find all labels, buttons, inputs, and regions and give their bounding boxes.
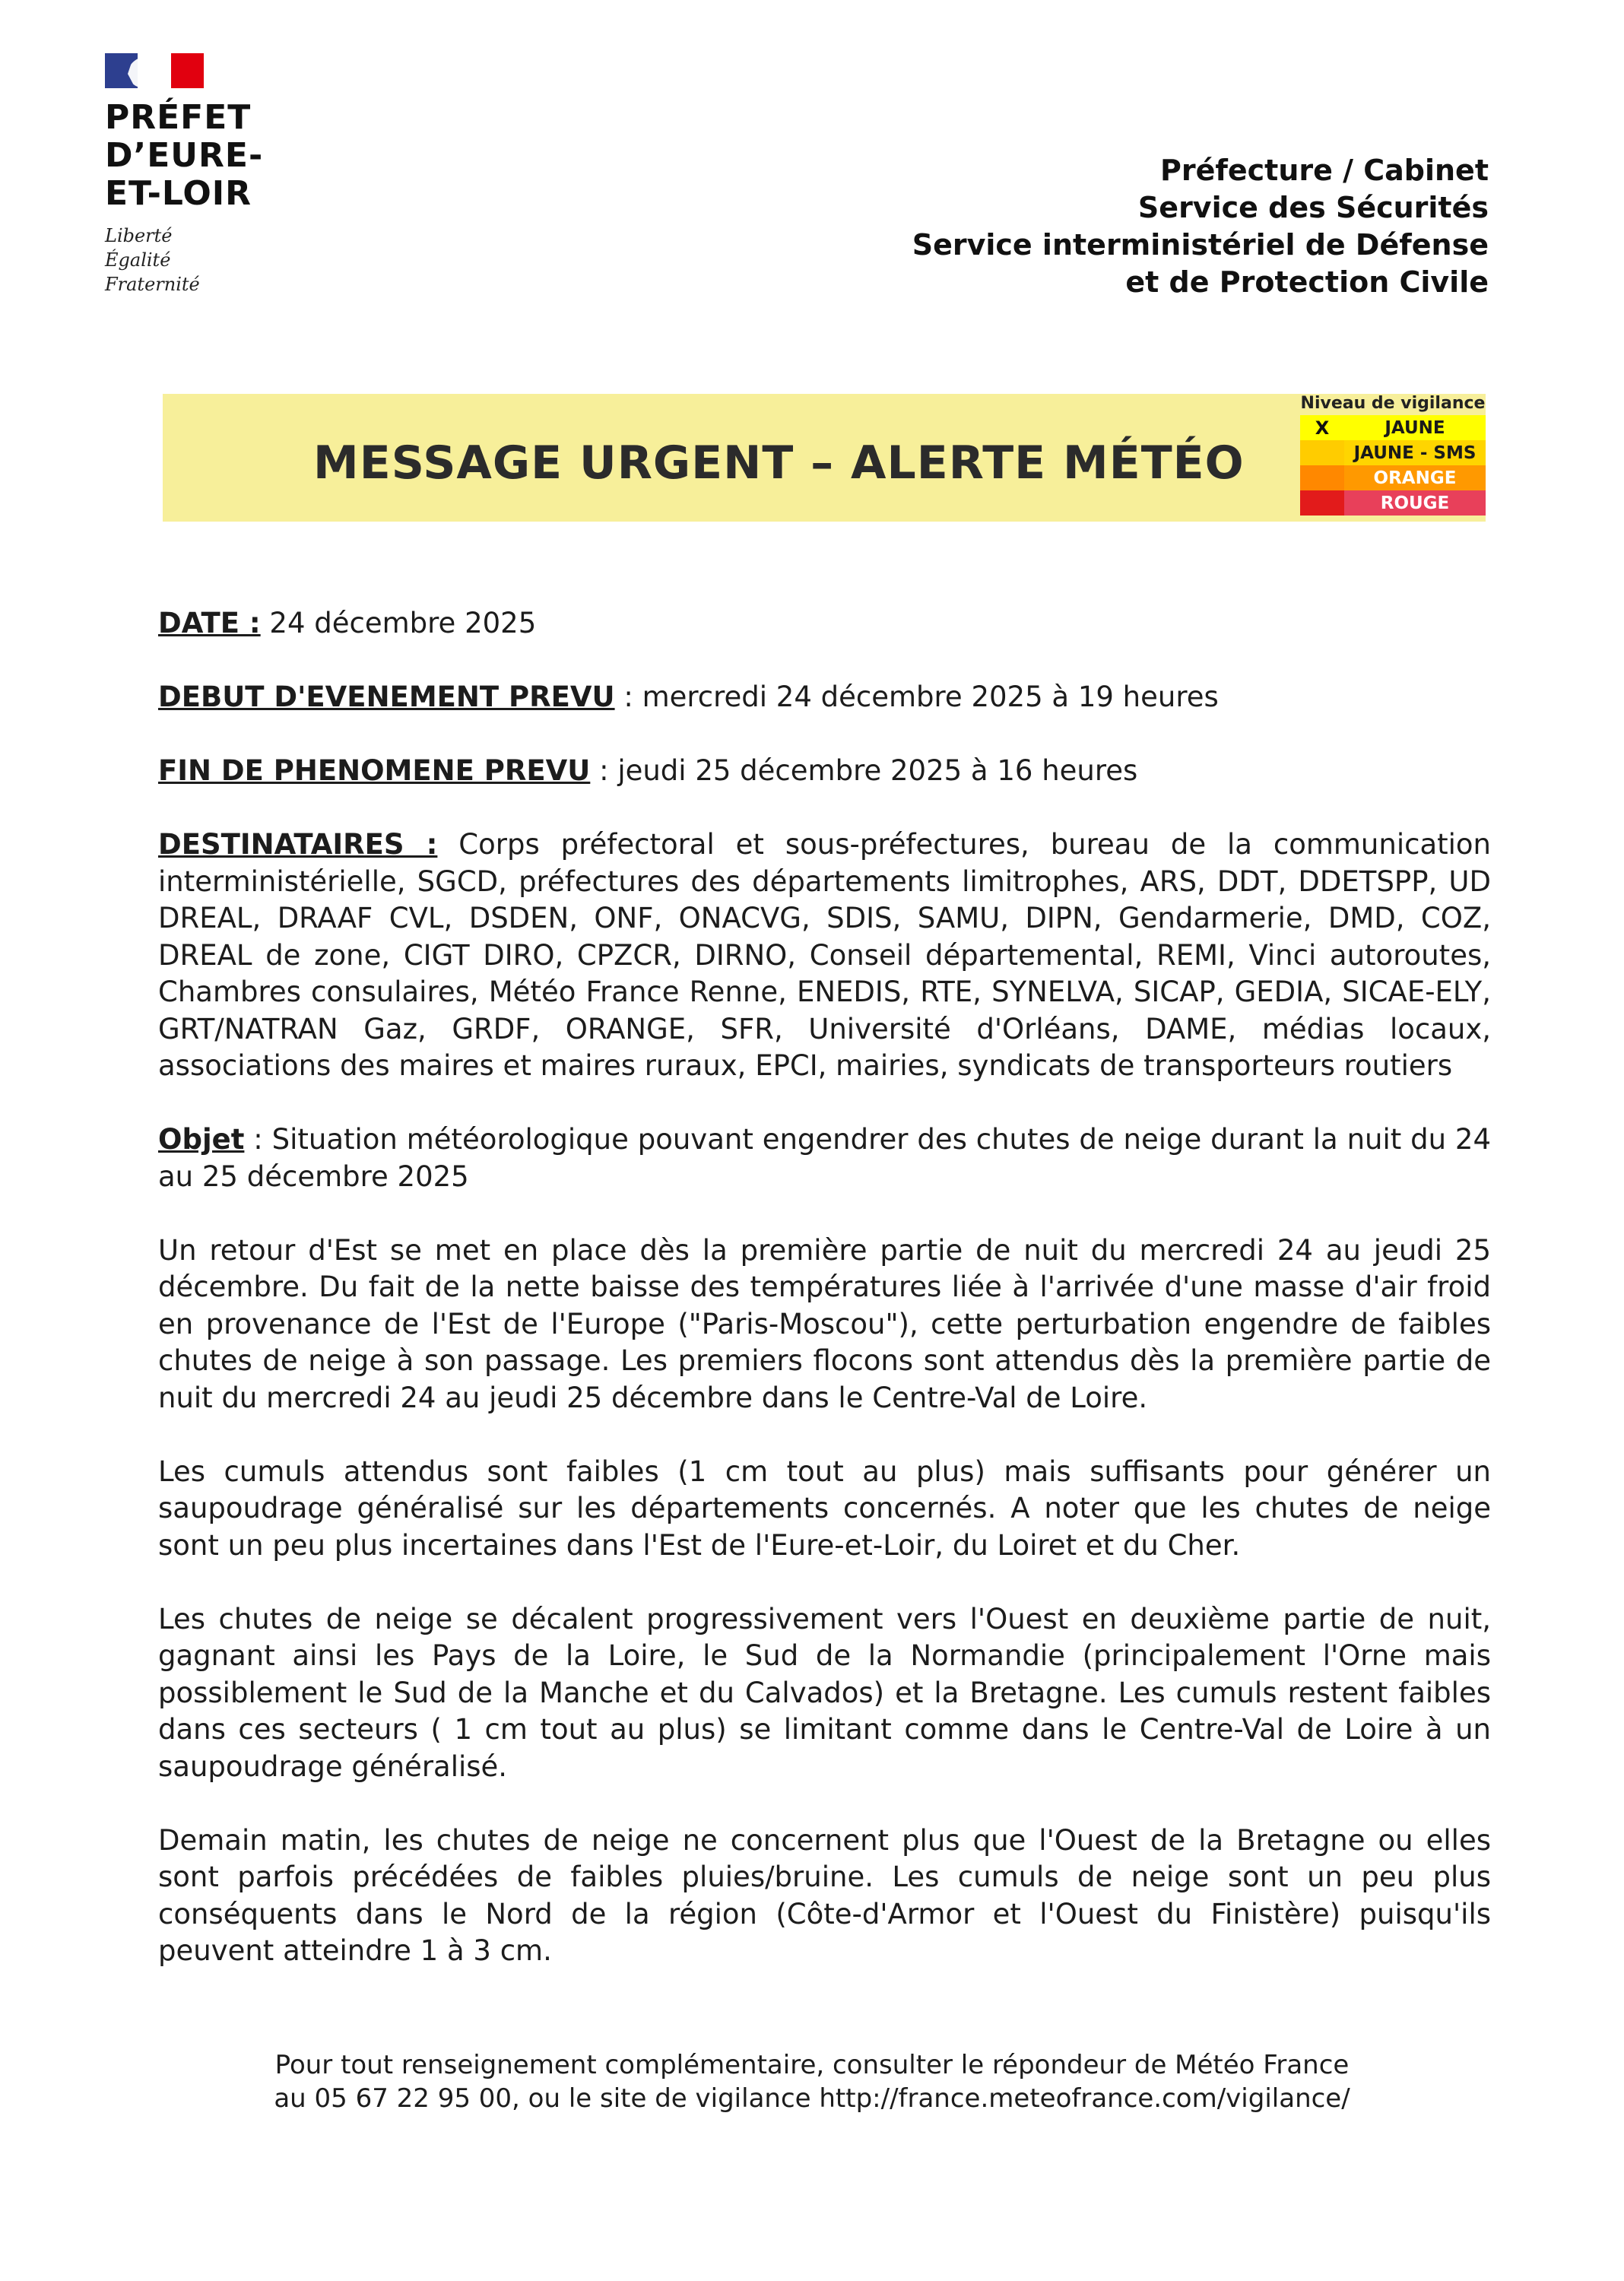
objet-label: Objet	[158, 1123, 245, 1156]
vigilance-label: ROUGE	[1344, 490, 1486, 516]
vigilance-level-table	[1300, 392, 1486, 516]
message-body	[158, 605, 1491, 1970]
prefecture-logo	[105, 53, 333, 297]
footer-line: au 05 67 22 95 00, ou le site de vigilance http://france.meteofrance.com/vigilance/	[274, 2083, 1350, 2114]
vigilance-mark	[1300, 440, 1344, 465]
vigilance-label: JAUNE	[1344, 415, 1486, 440]
fin-line	[158, 753, 1491, 790]
vigilance-row-orange	[1300, 465, 1486, 490]
destinataires-label: DESTINATAIRES :	[158, 828, 438, 861]
fin-label: FIN DE PHENOMENE PREVU	[158, 754, 591, 787]
debut-label: DEBUT D'EVENEMENT PREVU	[158, 680, 615, 713]
debut-value: : mercredi 24 décembre 2025 à 19 heures	[614, 680, 1219, 713]
vigilance-label: ORANGE	[1344, 465, 1486, 490]
date-line	[158, 605, 1491, 642]
vigilance-row-jaune	[1300, 415, 1486, 440]
objet-value: : Situation météorologique pouvant engendrer des chutes de neige durant la nuit du 24 au 25 décembre 2025	[158, 1123, 1491, 1193]
vigilance-mark	[1300, 490, 1344, 516]
footer-info	[0, 2048, 1624, 2115]
destinataires-paragraph	[158, 826, 1491, 1085]
body-paragraph: Un retour d'Est se met en place dès la première partie de nuit du mercredi 24 au jeudi 25 décembre. Du fait de la nette baisse des températures liée à l'arrivée d'une masse d'air froid en provenance de l'Est de l'Europe ("Paris-Moscou"), cette perturbation engendre de faibles chutes de neige à son passage. Les premiers flocons sont attendus dès la première partie de nuit du mercredi 24 au jeudi 25 décembre dans le Centre-Val de Loire.	[158, 1233, 1491, 1414]
vigilance-row-rouge	[1300, 490, 1486, 516]
vigilance-mark: X	[1300, 415, 1344, 440]
date-value: 24 décembre 2025	[260, 607, 537, 639]
vigilance-title: Niveau de vigilance	[1300, 394, 1486, 413]
service-header: Préfecture / Cabinet Service des Sécurités Service interministériel de Défense et de Protection Civile	[912, 154, 1489, 299]
body-paragraph: Les chutes de neige se décalent progressivement vers l'Ouest en deuxième partie de nuit, gagnant ainsi les Pays de la Loire, le Sud de la Normandie (principalement l'Orne mais possiblement le Sud de la Manche et du Calvados) et la Bretagne. Les cumuls restent faibles dans ces secteurs ( 1 cm tout au plus) se limitant comme dans le Centre-Val de Loire à un saupoudrage généralisé.	[158, 1602, 1491, 1783]
vigilance-row-jaune-sms	[1300, 440, 1486, 465]
alert-title: MESSAGE URGENT – ALERTE MÉTÉO	[313, 436, 1245, 490]
date-label: DATE :	[158, 607, 261, 639]
republic-motto: Liberté Égalité Fraternité	[105, 225, 200, 295]
vigilance-mark	[1300, 465, 1344, 490]
debut-line	[158, 679, 1491, 716]
republic-flag-icon	[105, 53, 204, 88]
objet-paragraph	[158, 1121, 1491, 1195]
footer-line: Pour tout renseignement complémentaire, consulter le répondeur de Météo France	[274, 2050, 1350, 2080]
body-paragraph: Les cumuls attendus sont faibles (1 cm tout au plus) mais suffisants pour générer un saupoudrage généralisé sur les départements concernés. A noter que les chutes de neige sont un peu plus incertaines dans l'Est de l'Eure-et-Loir, du Loiret et du Cher.	[158, 1455, 1491, 1562]
fin-value: : jeudi 25 décembre 2025 à 16 heures	[590, 754, 1138, 787]
vigilance-label: JAUNE - SMS	[1344, 440, 1486, 465]
prefet-title: PRÉFET D’EURE- ET-LOIR	[105, 98, 264, 213]
destinataires-value: Corps préfectoral et sous-préfectures, bureau de la communication interministérielle, SGCD, préfectures des départements limitrophes, ARS, DDT, DDETSPP, UD DREAL, DRAAF CVL, DSDEN, ONF, ONACVG, SDIS, SAMU, DIPN, Gendarmerie, DMD, COZ, DREAL de zone, CIGT DIRO, CPZCR, DIRNO, Conseil départemental, REMI, Vinci autoroutes, Chambres consulaires, Météo France Renne, ENEDIS, RTE, SYNELVA, SICAP, GEDIA, SICAE-ELY, GRT/NATRAN Gaz, GRDF, ORANGE, SFR, Université d'Orléans, DAME, médias locaux, associations des maires et maires ruraux, EPCI, mairies, syndicats de transporteurs routiers	[158, 828, 1491, 1082]
body-paragraph: Demain matin, les chutes de neige ne concernent plus que l'Ouest de la Bretagne ou elles sont parfois précédées de faibles pluies/bruine. Les cumuls de neige sont un peu plus conséquents dans le Nord de la région (Côte-d'Armor et l'Ouest du Finistère) puisqu'ils peuvent atteindre 1 à 3 cm.	[158, 1823, 1491, 1967]
alert-banner	[163, 394, 1486, 522]
